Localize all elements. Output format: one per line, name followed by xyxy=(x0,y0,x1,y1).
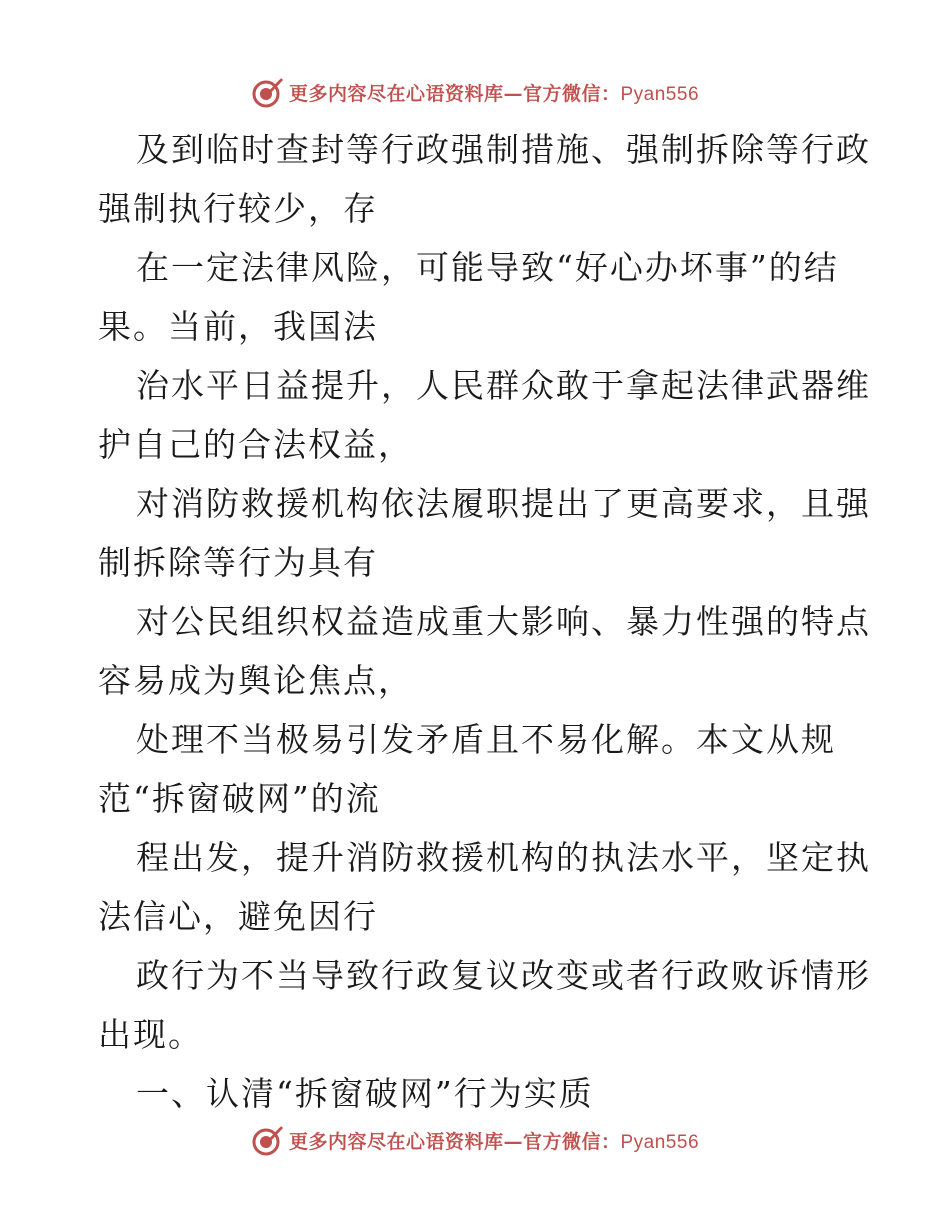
text-line: 程出发，提升消防救援机构的执法水平，坚定执 xyxy=(136,838,871,877)
text-line: 法信心，避免因行 xyxy=(98,897,378,936)
text-line: 范“拆窗破网”的流 xyxy=(98,779,381,818)
text-line: 政行为不当导致行政复议改变或者行政败诉情形 xyxy=(136,956,871,995)
header-banner-text: 更多内容尽在心语资料库—官方微信：Pyan556 xyxy=(288,82,700,105)
text-line: 容易成为舆论焦点， xyxy=(98,661,413,700)
header-wechat-id: Pyan556 xyxy=(620,83,700,105)
text-line: 出现。 xyxy=(98,1015,203,1054)
text-line: 一、认清“拆窗破网”行为实质 xyxy=(136,1074,594,1113)
text-line: 处理不当极易引发矛盾且不易化解。本文从规 xyxy=(136,720,836,759)
text-line: 制拆除等行为具有 xyxy=(98,543,378,582)
footer-banner-text: 更多内容尽在心语资料库—官方微信：Pyan556 xyxy=(288,1130,700,1153)
text-line: 对消防救援机构依法履职提出了更高要求，且强 xyxy=(136,484,871,523)
text-line: 护自己的合法权益， xyxy=(98,425,413,464)
text-line: 及到临时查封等行政强制措施、强制拆除等行政 xyxy=(136,130,871,169)
header-banner xyxy=(0,72,950,112)
text-line: 治水平日益提升，人民群众敢于拿起法律武器维 xyxy=(136,366,871,405)
text-line: 对公民组织权益造成重大影响、暴力性强的特点 xyxy=(136,602,871,641)
footer-banner xyxy=(0,1120,950,1160)
text-line: 在一定法律风险，可能导致“好心办坏事”的结 xyxy=(136,248,839,287)
footer-wechat-id: Pyan556 xyxy=(620,1131,700,1153)
text-line: 强制执行较少，存 xyxy=(98,189,378,228)
quill-logo-icon xyxy=(251,75,285,109)
text-line: 果。当前，我国法 xyxy=(98,307,378,346)
quill-logo-icon xyxy=(251,1123,285,1157)
document-body xyxy=(98,120,871,1123)
